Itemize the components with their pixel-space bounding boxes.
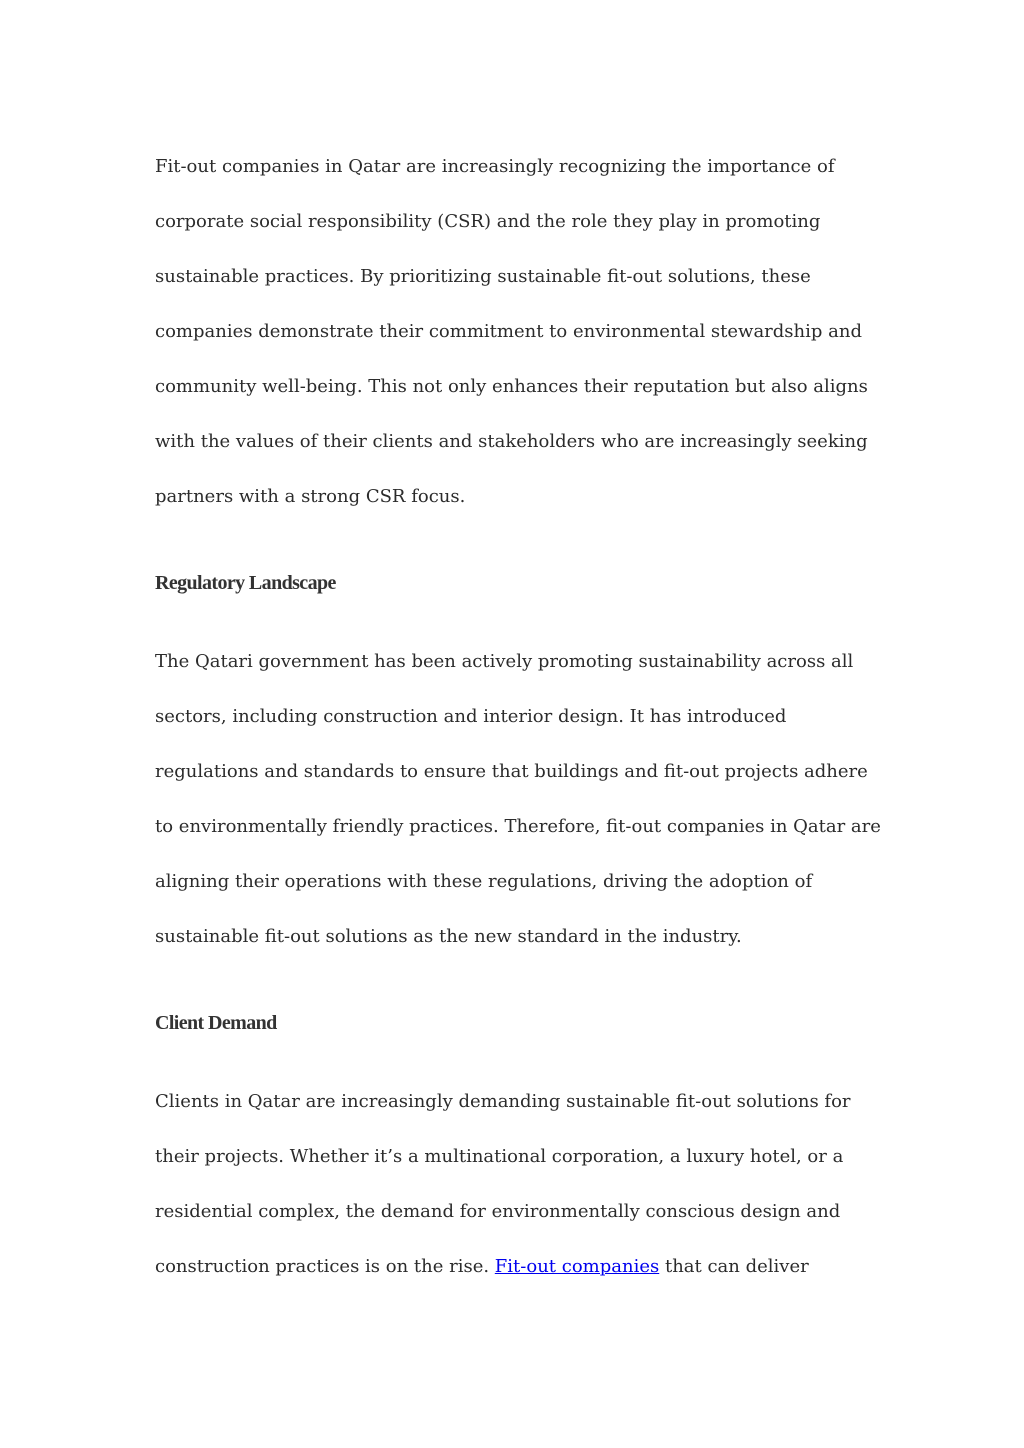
spacer <box>155 1042 895 1074</box>
paragraph-line: sectors, including construction and interior design. It has introduced <box>155 706 787 727</box>
spacer <box>155 964 895 1004</box>
paragraph-csr <box>155 139 895 524</box>
fit-out-companies-link[interactable]: Fit-out companies <box>494 1256 660 1277</box>
paragraph-line: their projects. Whether it’s a multinational corporation, a luxury hotel, or a <box>155 1146 844 1167</box>
paragraph-line: sustainable practices. By prioritizing sustainable fit-out solutions, these <box>155 266 811 287</box>
line-text-after-link: that can deliver <box>659 1256 809 1277</box>
paragraph-client-demand <box>155 1074 895 1294</box>
paragraph-line: to environmentally friendly practices. Therefore, fit-out companies in Qatar are <box>155 816 881 837</box>
paragraph-regulatory <box>155 634 895 964</box>
paragraph-line: corporate social responsibility (CSR) and the role they play in promoting <box>155 211 821 232</box>
paragraph-line: community well-being. This not only enhances their reputation but also aligns <box>155 376 868 397</box>
paragraph-line: with the values of their clients and stakeholders who are increasingly seeking <box>155 431 868 452</box>
paragraph-line: partners with a strong CSR focus. <box>155 486 466 507</box>
heading-regulatory-landscape: Regulatory Landscape <box>155 572 336 594</box>
paragraph-line: The Qatari government has been actively promoting sustainability across all <box>155 651 854 672</box>
document-page <box>155 139 895 1294</box>
paragraph-line: residential complex, the demand for environmentally conscious design and <box>155 1201 841 1222</box>
spacer <box>155 524 895 564</box>
paragraph-line: Fit-out companies in Qatar are increasingly recognizing the importance of <box>155 156 835 177</box>
paragraph-line: regulations and standards to ensure that buildings and fit-out projects adhere <box>155 761 868 782</box>
paragraph-line: companies demonstrate their commitment to environmental stewardship and <box>155 321 862 342</box>
paragraph-line: Clients in Qatar are increasingly demanding sustainable fit-out solutions for <box>155 1091 851 1112</box>
line-text-before-link: construction practices is on the rise. <box>155 1256 495 1277</box>
spacer <box>155 602 895 634</box>
paragraph-line: aligning their operations with these regulations, driving the adoption of <box>155 871 813 892</box>
paragraph-line-with-link <box>155 1239 895 1294</box>
heading-client-demand: Client Demand <box>155 1012 277 1034</box>
paragraph-line: sustainable fit-out solutions as the new standard in the industry. <box>155 926 742 947</box>
